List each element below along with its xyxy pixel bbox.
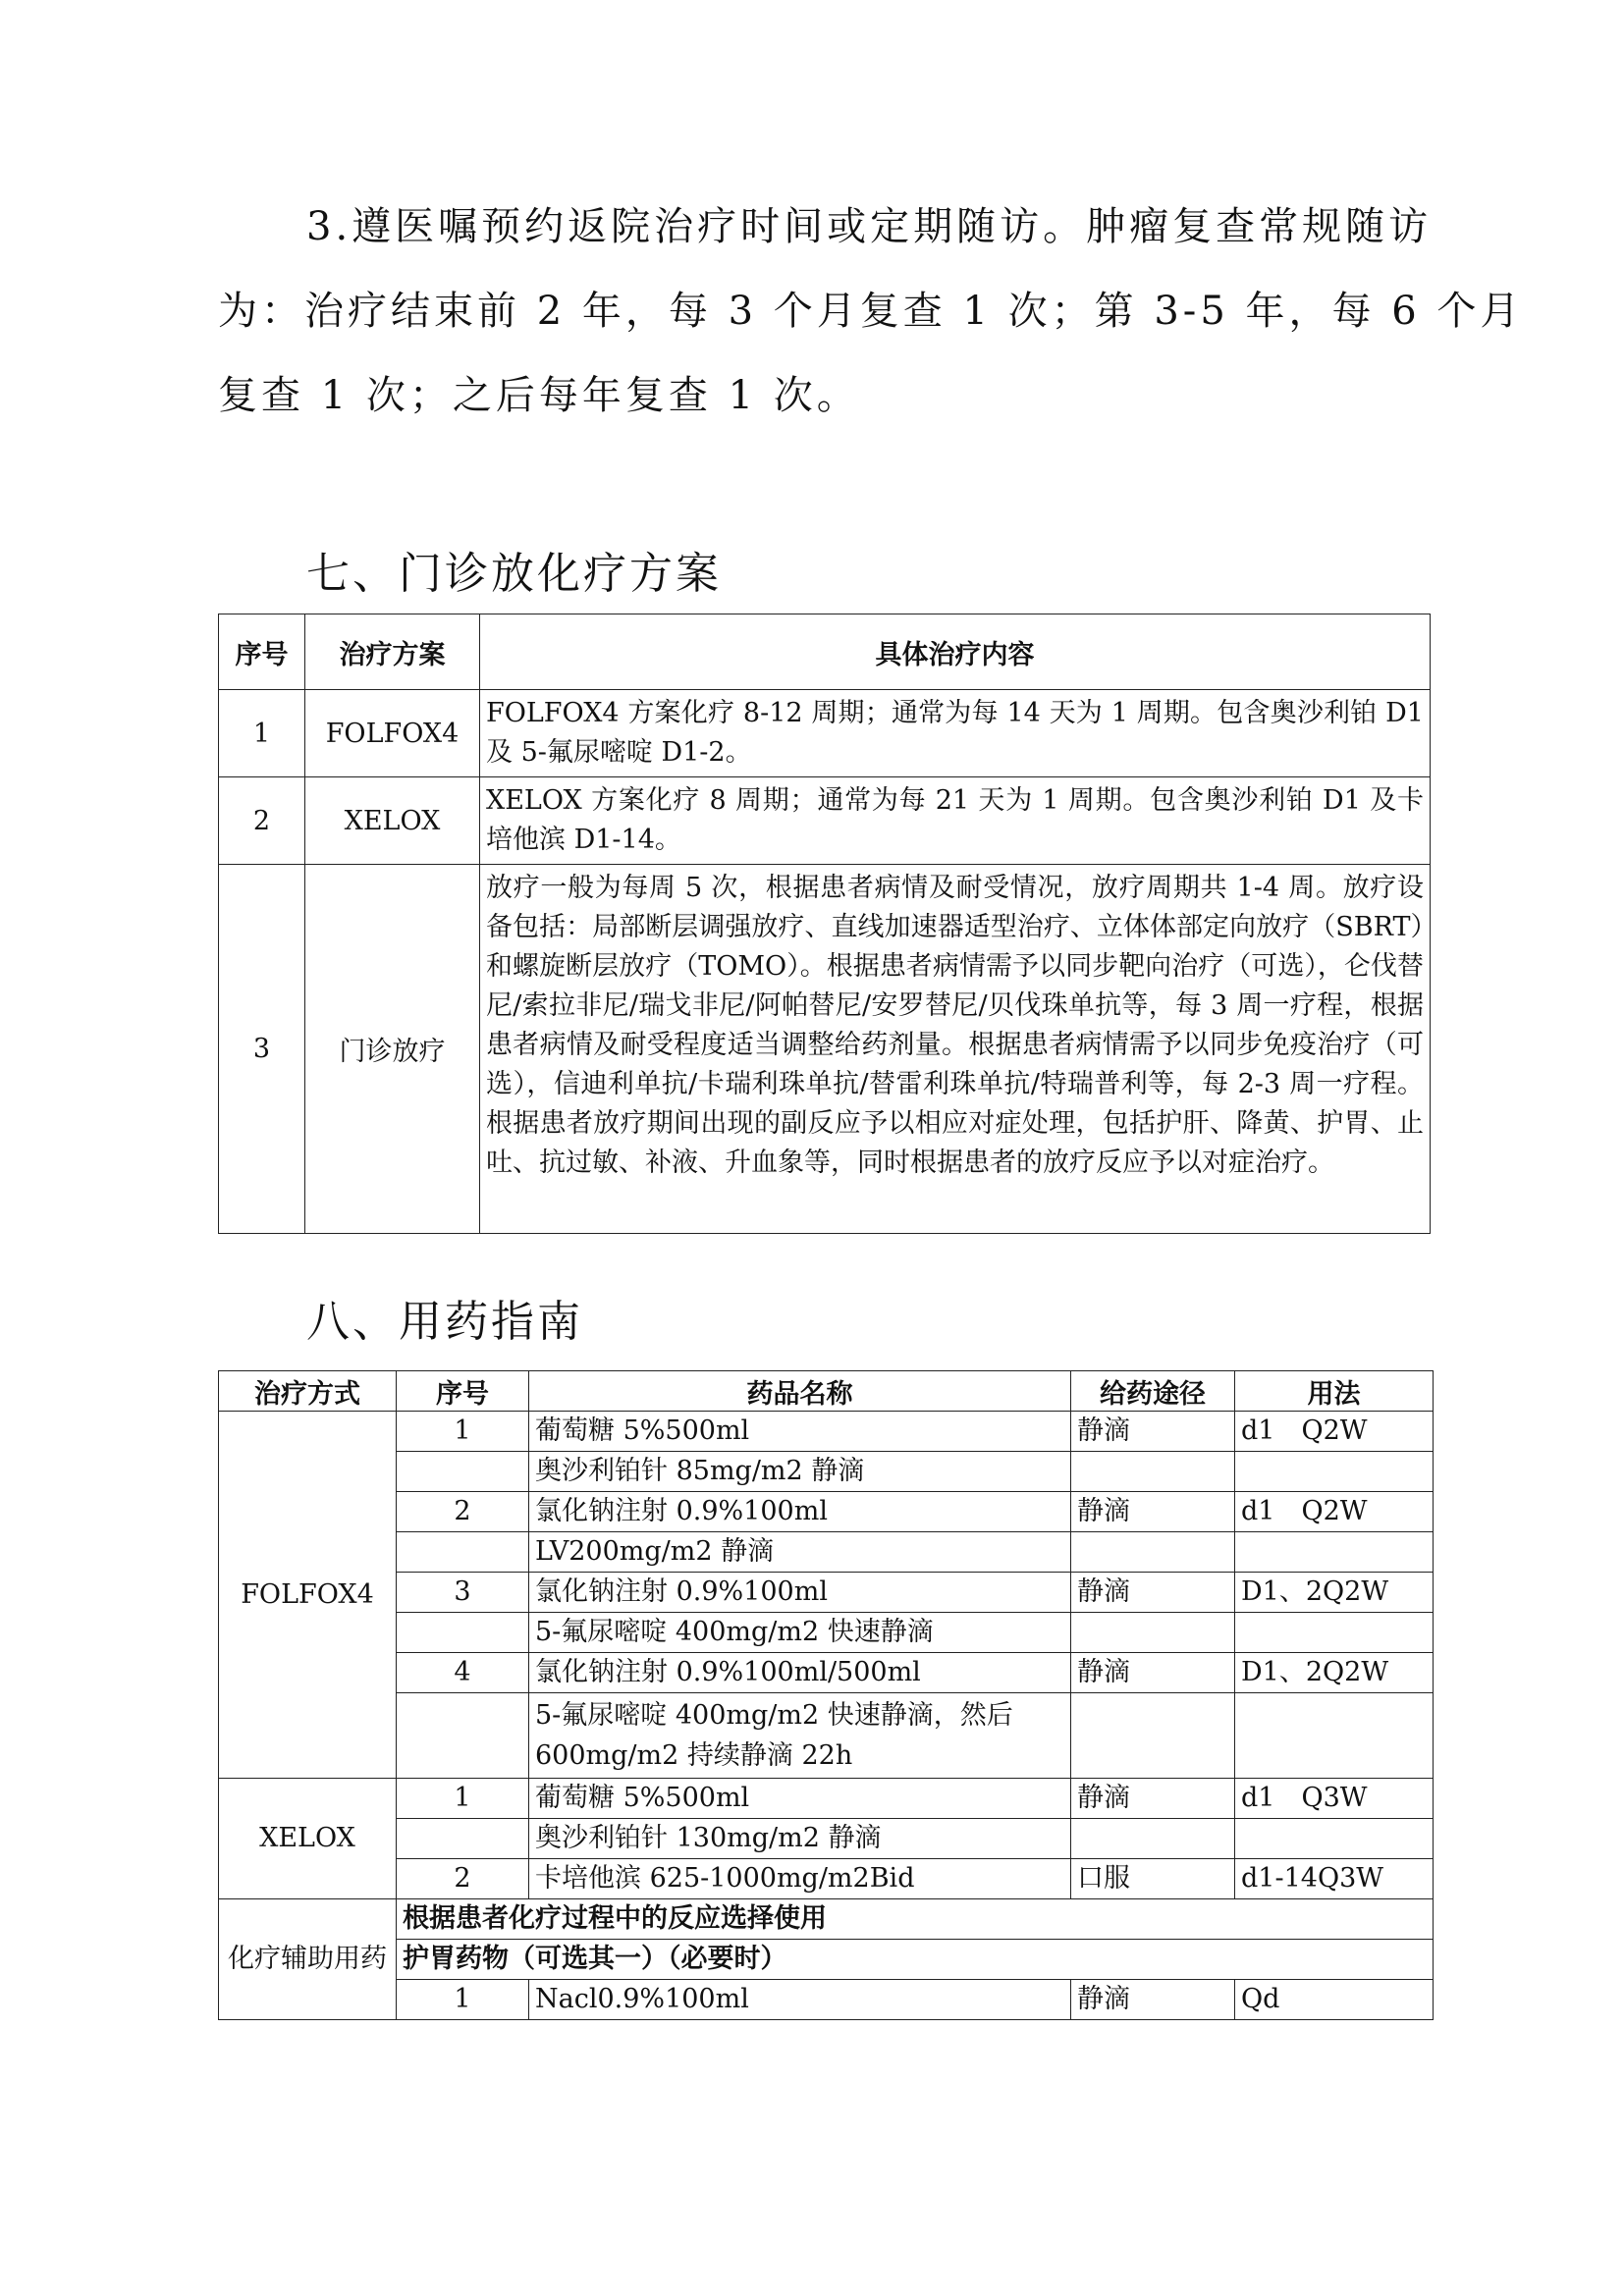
table-row bbox=[219, 1693, 1434, 1779]
drug-name: 奥沙利铂针 130mg/m2 静滴 bbox=[529, 1819, 1071, 1859]
row-no: 2 bbox=[397, 1859, 529, 1899]
route: 静滴 bbox=[1071, 1412, 1235, 1452]
mode-folfox4: FOLFOX4 bbox=[219, 1412, 397, 1779]
usage: d1 Q3W bbox=[1235, 1779, 1434, 1819]
table-row bbox=[219, 1940, 1434, 1980]
table-row bbox=[219, 1492, 1434, 1532]
header-no: 序号 bbox=[219, 614, 305, 690]
header-mode: 治疗方式 bbox=[219, 1371, 397, 1412]
route: 静滴 bbox=[1071, 1980, 1235, 2020]
row-no: 2 bbox=[397, 1492, 529, 1532]
usage: D1、2Q2W bbox=[1235, 1573, 1434, 1613]
row-no bbox=[397, 1613, 529, 1653]
drug-name: 氯化钠注射 0.9%100ml bbox=[529, 1492, 1071, 1532]
table-row bbox=[219, 1532, 1434, 1573]
route bbox=[1071, 1819, 1235, 1859]
row-no: 1 bbox=[397, 1779, 529, 1819]
row-no: 2 bbox=[219, 777, 305, 865]
drug-name: 奥沙利铂针 85mg/m2 静滴 bbox=[529, 1452, 1071, 1492]
row-content: FOLFOX4 方案化疗 8-12 周期；通常为每 14 天为 1 周期。包含奥沙利铂 D1 及 5-氟尿嘧啶 D1-2。 bbox=[480, 690, 1431, 777]
table-header-row bbox=[219, 1371, 1434, 1412]
table-row bbox=[219, 1899, 1434, 1940]
table-row bbox=[219, 690, 1431, 777]
route: 静滴 bbox=[1071, 1653, 1235, 1693]
table-row bbox=[219, 1452, 1434, 1492]
row-no bbox=[397, 1532, 529, 1573]
mode-aux: 化疗辅助用药 bbox=[219, 1899, 397, 2020]
drug-name: 氯化钠注射 0.9%100ml/500ml bbox=[529, 1653, 1071, 1693]
table-row bbox=[219, 1980, 1434, 2020]
outpatient-treatment-table bbox=[218, 614, 1431, 1234]
row-no bbox=[397, 1693, 529, 1779]
table-row bbox=[219, 1613, 1434, 1653]
row-plan: XELOX bbox=[305, 777, 480, 865]
route: 静滴 bbox=[1071, 1492, 1235, 1532]
row-no: 3 bbox=[219, 865, 305, 1234]
row-plan: 门诊放疗 bbox=[305, 865, 480, 1234]
mode-xelox: XELOX bbox=[219, 1779, 397, 1899]
route bbox=[1071, 1452, 1235, 1492]
table-row bbox=[219, 1573, 1434, 1613]
route: 静滴 bbox=[1071, 1573, 1235, 1613]
table-row bbox=[219, 1859, 1434, 1899]
usage: d1 Q2W bbox=[1235, 1412, 1434, 1452]
row-no: 1 bbox=[397, 1412, 529, 1452]
usage bbox=[1235, 1532, 1434, 1573]
usage: Qd bbox=[1235, 1980, 1434, 2020]
usage: d1 Q2W bbox=[1235, 1492, 1434, 1532]
usage bbox=[1235, 1693, 1434, 1779]
route bbox=[1071, 1693, 1235, 1779]
table-row bbox=[219, 1653, 1434, 1693]
usage: d1-14Q3W bbox=[1235, 1859, 1434, 1899]
row-no bbox=[397, 1452, 529, 1492]
aux-subheading: 护胃药物（可选其一）（必要时） bbox=[397, 1940, 1434, 1980]
header-content: 具体治疗内容 bbox=[480, 614, 1431, 690]
aux-note: 根据患者化疗过程中的反应选择使用 bbox=[397, 1899, 1434, 1940]
drug-name: 氯化钠注射 0.9%100ml bbox=[529, 1573, 1071, 1613]
row-no: 4 bbox=[397, 1653, 529, 1693]
table-header-row bbox=[219, 614, 1431, 690]
row-no: 3 bbox=[397, 1573, 529, 1613]
table-row bbox=[219, 865, 1431, 1234]
paragraph-line: 复查 1 次；之后每年复查 1 次。 bbox=[218, 373, 860, 418]
row-content: 放疗一般为每周 5 次，根据患者病情及耐受情况，放疗周期共 1-4 周。放疗设备包括：局部断层调强放疗、直线加速器适型治疗、立体体部定向放疗（SBRT）和螺旋断层放疗（TOMO）。根据患者病情需予以同步靶向治疗（可选），仑伐替尼/索拉非尼/瑞戈非尼/阿帕替尼/安罗替尼/贝伐珠单抗等，每 3 周一疗程，根据患者病情及耐受程度适当调整给药剂量。根据患者病情需予以同步免疫治疗（可选），信迪利单抗/卡瑞利珠单抗/替雷利珠单抗/特瑞普利等，每 2-3 周一疗程。根据患者放疗期间出现的副反应予以相应对症处理，包括护肝、降黄、护胃、止吐、抗过敏、补液、升血象等，同时根据患者的放疗反应予以对症治疗。 bbox=[480, 865, 1431, 1234]
follow-up-paragraph bbox=[218, 185, 1524, 438]
header-drug: 药品名称 bbox=[529, 1371, 1071, 1412]
header-plan: 治疗方案 bbox=[305, 614, 480, 690]
table-row bbox=[219, 1819, 1434, 1859]
row-content: XELOX 方案化疗 8 周期；通常为每 21 天为 1 周期。包含奥沙利铂 D1 及卡培他滨 D1-14。 bbox=[480, 777, 1431, 865]
paragraph-line: 3.遵医嘱预约返院治疗时间或定期随访。肿瘤复查常规随访 bbox=[306, 204, 1433, 249]
drug-name: 5-氟尿嘧啶 400mg/m2 快速静滴 bbox=[529, 1613, 1071, 1653]
row-no: 1 bbox=[219, 690, 305, 777]
route bbox=[1071, 1532, 1235, 1573]
usage bbox=[1235, 1819, 1434, 1859]
drug-name: 卡培他滨 625-1000mg/m2Bid bbox=[529, 1859, 1071, 1899]
table-row bbox=[219, 1412, 1434, 1452]
header-route: 给药途径 bbox=[1071, 1371, 1235, 1412]
table-row bbox=[219, 1779, 1434, 1819]
usage bbox=[1235, 1613, 1434, 1653]
header-no: 序号 bbox=[397, 1371, 529, 1412]
route bbox=[1071, 1613, 1235, 1653]
row-plan: FOLFOX4 bbox=[305, 690, 480, 777]
usage bbox=[1235, 1452, 1434, 1492]
drug-name: 葡萄糖 5%500ml bbox=[529, 1779, 1071, 1819]
route: 静滴 bbox=[1071, 1779, 1235, 1819]
drug-name: 5-氟尿嘧啶 400mg/m2 快速静滴，然后 600mg/m2 持续静滴 22h bbox=[529, 1693, 1071, 1779]
row-no: 1 bbox=[397, 1980, 529, 2020]
row-no bbox=[397, 1819, 529, 1859]
paragraph-line: 为：治疗结束前 2 年，每 3 个月复查 1 次；第 3-5 年，每 6 个月 bbox=[218, 289, 1524, 334]
route: 口服 bbox=[1071, 1859, 1235, 1899]
drug-name: LV200mg/m2 静滴 bbox=[529, 1532, 1071, 1573]
table-row bbox=[219, 777, 1431, 865]
section-8-title: 八、用药指南 bbox=[306, 1297, 583, 1347]
drug-name: 葡萄糖 5%500ml bbox=[529, 1412, 1071, 1452]
section-7-title: 七、门诊放化疗方案 bbox=[306, 549, 722, 599]
medication-guide-table bbox=[218, 1370, 1434, 2020]
header-usage: 用法 bbox=[1235, 1371, 1434, 1412]
drug-name: Nacl0.9%100ml bbox=[529, 1980, 1071, 2020]
usage: D1、2Q2W bbox=[1235, 1653, 1434, 1693]
